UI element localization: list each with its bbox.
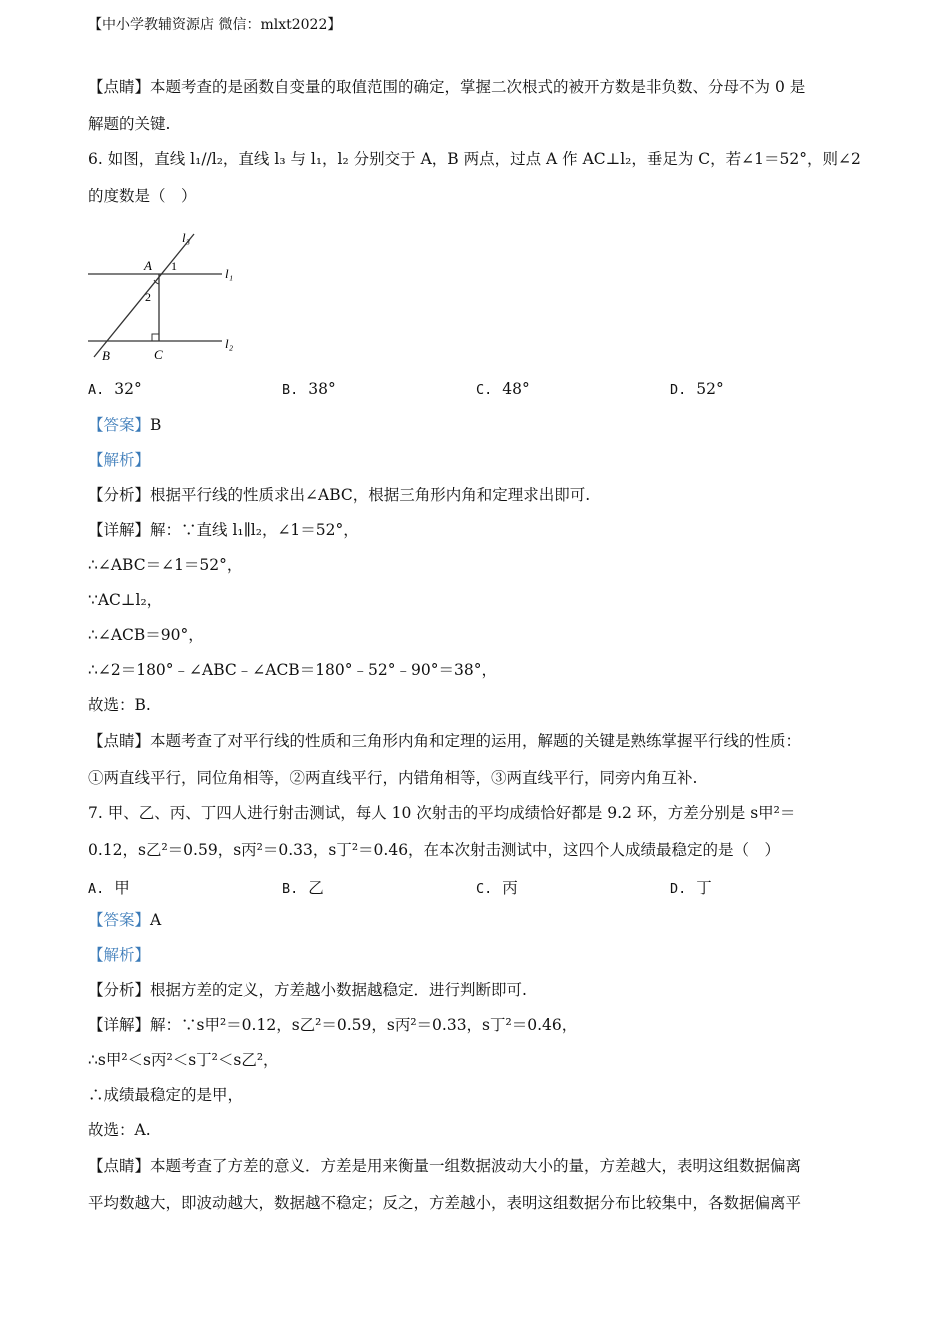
q7-option-c: C. 丙 xyxy=(476,879,518,897)
q6-answer: 【答案】B xyxy=(88,416,162,434)
right-angle-mark xyxy=(152,334,159,341)
q7-analysis-tag: 【解析】 xyxy=(88,946,151,964)
q6-stem-line2: 的度数是（ ） xyxy=(88,187,197,205)
q6-detail-line5: ∴∠2＝180°﹣∠ABC﹣∠ACB＝180°﹣52°﹣90°＝38°， xyxy=(88,661,497,679)
q7-detail-line1: 【详解】解：∵s甲²＝0.12，s乙²＝0.59，s丙²＝0.33，s丁²＝0.46， xyxy=(88,1016,578,1034)
label-l1: l₁ xyxy=(225,266,234,281)
q6-option-b: B. 38° xyxy=(282,380,336,398)
q6-option-a: A. 32° xyxy=(88,380,142,398)
q7-note-line2: 平均数越大，即波动越大，数据越不稳定；反之，方差越小，表明这组数据分布比较集中，各数据偏离平 xyxy=(88,1194,802,1212)
q7-option-d: D. 丁 xyxy=(670,879,712,897)
label-angle-1: 1 xyxy=(171,259,177,273)
geometry-diagram xyxy=(86,222,246,367)
q7-detail-line3: ∴成绩最稳定的是甲， xyxy=(88,1086,244,1104)
label-l2: l₂ xyxy=(225,336,234,351)
answer-tag: 【答案】 xyxy=(88,911,151,929)
q7-option-a: A. 甲 xyxy=(88,879,130,897)
q6-option-c: C. 48° xyxy=(476,380,530,398)
q7-detail-line2: ∴s甲²＜s丙²＜s丁²＜s乙²， xyxy=(88,1051,279,1069)
label-C: C xyxy=(154,347,163,362)
q6-figure xyxy=(86,222,246,367)
q7-detail-line4: 故选：A. xyxy=(88,1121,151,1139)
q6-fenxi: 【分析】根据平行线的性质求出∠ABC，根据三角形内角和定理求出即可. xyxy=(88,486,591,504)
label-l3: l₃ xyxy=(182,230,191,245)
q7-option-b: B. 乙 xyxy=(282,879,324,897)
note-tag: 【点睛】 xyxy=(88,78,151,96)
q6-detail-line6: 故选：B. xyxy=(88,696,151,714)
q6-detail-line1: 【详解】解：∵直线 l₁∥l₂，∠1＝52°， xyxy=(88,521,359,539)
label-A: A xyxy=(144,258,152,273)
q6-note-line1: 【点睛】本题考查了对平行线的性质和三角形内角和定理的运用，解题的关键是熟练掌握平行线的性质： xyxy=(88,732,802,750)
q6-detail-line2: ∴∠ABC＝∠1＝52°， xyxy=(88,556,243,574)
label-B: B xyxy=(102,348,110,363)
q6-detail-line4: ∴∠ACB＝90°， xyxy=(88,626,204,644)
q6-option-d: D. 52° xyxy=(670,380,724,398)
q7-answer: 【答案】A xyxy=(88,911,162,929)
answer-tag: 【答案】 xyxy=(88,416,151,434)
q7-stem-line2: 0.12，s乙²＝0.59，s丙²＝0.33，s丁²＝0.46，在本次射击测试中，这四个人成绩最稳定的是（ ） xyxy=(88,841,781,859)
q6-analysis-tag: 【解析】 xyxy=(88,451,151,469)
page-header: 【中小学教辅资源店 微信：mlxt2022】 xyxy=(88,17,342,33)
line-l3 xyxy=(94,234,194,357)
q7-note-line1: 【点睛】本题考查了方差的意义．方差是用来衡量一组数据波动大小的量，方差越大，表明这组数据偏离 xyxy=(88,1157,802,1175)
label-angle-2: 2 xyxy=(145,290,151,304)
q7-fenxi: 【分析】根据方差的定义，方差越小数据越稳定．进行判断即可. xyxy=(88,981,527,999)
q6-detail-line3: ∵AC⊥l₂， xyxy=(88,591,163,609)
q6-options xyxy=(88,380,868,400)
q5-note-line1: 【点睛】本题考查的是函数自变量的取值范围的确定，掌握二次根式的被开方数是非负数、分母不为 0 是 xyxy=(88,78,806,96)
q7-options xyxy=(88,876,868,896)
q6-stem-line1: 6. 如图，直线 l₁//l₂，直线 l₃ 与 l₁，l₂ 分别交于 A，B 两点，过点 A 作 AC⊥l₂，垂足为 C，若∠1＝52°，则∠2 xyxy=(88,150,861,168)
q7-stem-line1: 7. 甲、乙、丙、丁四人进行射击测试，每人 10 次射击的平均成绩恰好都是 9.2 环，方差分别是 s甲²＝ xyxy=(88,804,796,822)
q6-note-line2: ①两直线平行，同位角相等，②两直线平行，内错角相等，③两直线平行，同旁内角互补. xyxy=(88,769,698,787)
q5-note-line2: 解题的关键. xyxy=(88,115,171,133)
